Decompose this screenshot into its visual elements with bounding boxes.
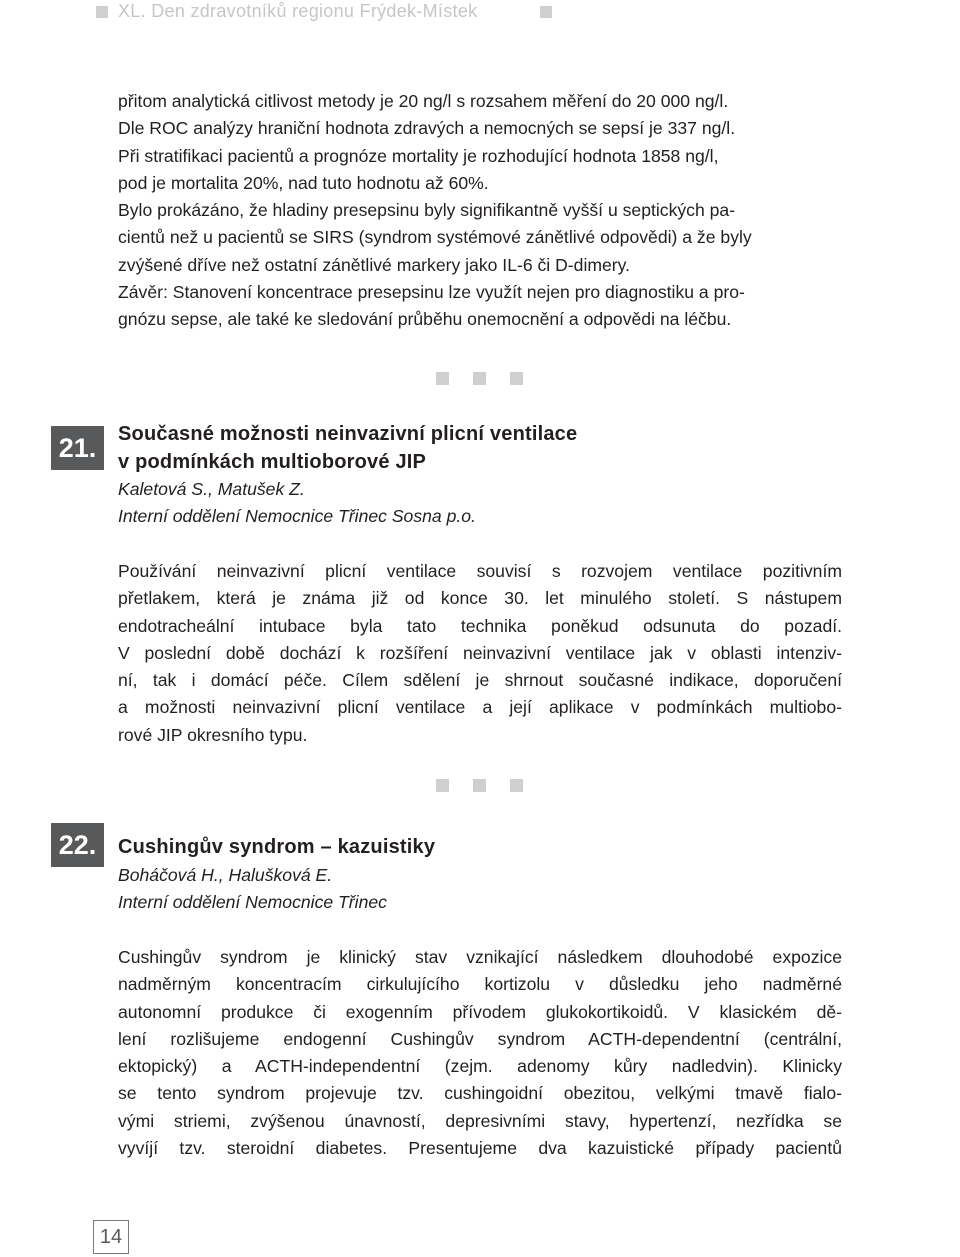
header-title: XL. Den zdravotníků regionu Frýdek-Místek <box>118 1 478 21</box>
intro-line: pod je mortalita 20%, nad tuto hodnotu až 60%. <box>118 172 489 193</box>
article-number-badge: 21. <box>51 426 104 470</box>
page-number: 14 <box>93 1220 129 1254</box>
body-line: vými striemi, zvýšenou únavností, depresivními stavy, hypertenzí, nezřídka se <box>118 1110 842 1131</box>
separator-square <box>436 779 449 792</box>
article-authors: Boháčová H., Halušková E. <box>118 865 333 885</box>
separator-square <box>510 779 523 792</box>
body-line: a možnosti neinvazivní plicní ventilace a její aplikace v podmínkách multiobo- <box>118 697 842 718</box>
article-authors: Kaletová S., Matušek Z. <box>118 479 305 499</box>
intro-line: Závěr: Stanovení koncentrace presepsinu lze využít nejen pro diagnostiku a pro- <box>118 282 745 303</box>
body-line: ektopický) a ACTH-independentní (zejm. adenomy kůry nadledvin). Klinicky <box>118 1056 842 1077</box>
body-line: lení rozlišujeme endogenní Cushingův syndrom ACTH-dependentní (centrální, <box>118 1028 842 1049</box>
body-line: nadměrným koncentracím cirkulujícího kortizolu v důsledku jeho nadměrné <box>118 974 842 995</box>
header-square-right <box>540 6 552 18</box>
body-line: endotracheální intubace byla tato technika poněkud odsunuta do pozadí. <box>118 615 842 636</box>
section-separator <box>436 779 526 793</box>
article-institution: Interní oddělení Nemocnice Třinec Sosna p.o. <box>118 506 476 527</box>
intro-line: Dle ROC analýzy hraniční hodnota zdravých a nemocných se sepsí je 337 ng/l. <box>118 118 736 139</box>
article-body <box>118 558 842 749</box>
intro-paragraph <box>118 88 842 334</box>
header-square-left <box>96 6 108 18</box>
body-line: přetlakem, která je známa již od konce 30. let minulého století. S nástupem <box>118 588 842 609</box>
body-line: autonomní produkce či exogenním přívodem glukokortikoidů. V klasickém dě- <box>118 1001 842 1022</box>
section-separator <box>436 372 526 386</box>
article-title-line: v podmínkách multioborové JIP <box>118 451 427 473</box>
intro-line: cientů než u pacientů se SIRS (syndrom systémové zánětlivé odpovědi) a že byly <box>118 227 752 248</box>
intro-line: Při stratifikaci pacientů a prognóze mortality je rozhodující hodnota 1858 ng/l, <box>118 145 719 166</box>
separator-square <box>473 372 486 385</box>
article-title <box>118 420 577 476</box>
article-meta <box>118 476 476 531</box>
article-body <box>118 944 842 1162</box>
body-line: rové JIP okresního typu. <box>118 724 308 745</box>
intro-line: gnózu sepse, ale také ke sledování průběhu onemocnění a odpovědi na léčbu. <box>118 309 732 330</box>
article-number-badge: 22. <box>51 823 104 867</box>
separator-square <box>510 372 523 385</box>
article-institution: Interní oddělení Nemocnice Třinec <box>118 892 387 913</box>
body-line: ní, tak i domácí péče. Cílem sdělení je shrnout současné indikace, doporučení <box>118 670 842 691</box>
article-meta <box>118 862 387 917</box>
running-header <box>0 0 960 28</box>
body-line: vyvíjí tzv. steroidní diabetes. Presentujeme dva kazuistické případy pacientů <box>118 1138 842 1159</box>
body-line: Cushingův syndrom je klinický stav vznikající následkem dlouhodobé expozice <box>118 947 842 967</box>
intro-line: zvýšené dříve než ostatní zánětlivé markery jako IL-6 či D-dimery. <box>118 254 631 275</box>
body-line: V poslední době dochází k rozšíření neinvazivní ventilace jak v oblasti intenziv- <box>118 642 842 663</box>
separator-square <box>436 372 449 385</box>
intro-line: přitom analytická citlivost metody je 20 ng/l s rozsahem měření do 20 000 ng/l. <box>118 91 729 111</box>
article-title <box>118 833 435 861</box>
article-title-line: Cushingův syndrom – kazuistiky <box>118 836 436 858</box>
body-line: Používání neinvazivní plicní ventilace souvisí s rozvojem ventilace pozitivním <box>118 561 842 581</box>
intro-line: Bylo prokázáno, že hladiny presepsinu byly signifikantně vyšší u septických pa- <box>118 200 736 221</box>
article-title-line: Současné možnosti neinvazivní plicní ventilace <box>118 423 578 445</box>
separator-square <box>473 779 486 792</box>
body-line: se tento syndrom projevuje tzv. cushingoidní obezitou, velkými tmavě fialo- <box>118 1083 842 1104</box>
